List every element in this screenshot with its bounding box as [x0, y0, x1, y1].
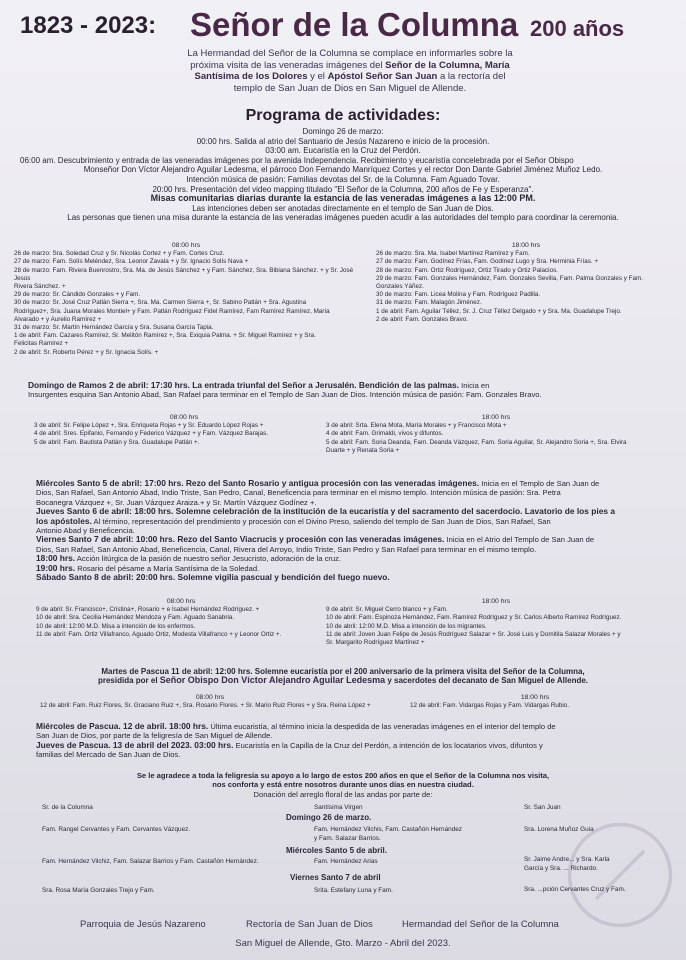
footer-parish: Parroquia de Jesús Nazareno: [80, 919, 206, 930]
time-header: 08:00 hrs: [166, 598, 196, 605]
thanks-line: Donación del arreglo floral de las andas por parte de:: [253, 789, 433, 799]
masses-evening-1: [376, 242, 676, 324]
time-header: 08:00 hrs: [169, 414, 199, 421]
mass-entry: 31 de marzo: Sr. Martín Hernández García y Sra. Susana García Tapia.: [14, 324, 214, 332]
palm-sunday: [28, 381, 658, 400]
title-anniversary: 200 años: [530, 16, 625, 41]
easter-tuesday: [20, 667, 666, 686]
masses-morning-1: [14, 242, 358, 357]
footer-rectory: Rectoría de San Juan de Dios: [246, 919, 373, 930]
holy-line: Antonio Abad y Beneficencia.: [36, 526, 135, 536]
holy-line: Dios, San Rafael, San Antonio Abad, Beneficencia, Canal, Rivera del Arroyo, Indio Triste, San Pedro y San Rafael para terminar en el mismo templo.: [36, 544, 537, 554]
program-schedule: [20, 127, 666, 223]
mass-entry: Gonzales Yáñez.: [376, 283, 424, 291]
mass-entry: Sr. Margarito Rodríguez Martínez +: [326, 639, 425, 647]
thanks-line: nos conforta y está entre nosotros durante unos días en nuestra ciudad.: [212, 780, 474, 790]
time-header: 18:00 hrs: [520, 694, 550, 701]
masses-morning-2: [34, 414, 334, 447]
thanks-note: [40, 771, 646, 799]
closing-line: familias del Mercado de San Juan de Dios.: [36, 750, 181, 760]
mass-entry: 26 de marzo: Sra. Soledad Cruz y Sr. Nicolás Cortez + y Fam. Cortes Cruz.: [14, 250, 225, 258]
donor-col-header: Sr. de la Columna: [42, 804, 93, 811]
mass-entry: Rivera Sánchez. +: [14, 283, 66, 291]
time-header: 18:00 hrs: [511, 242, 541, 249]
donor-entry: Sra. ...pción Cervantes Cruz y Fam.: [524, 886, 626, 893]
donor-date: Viernes Santo 7 de abril: [290, 873, 381, 882]
holy-line: 18:00 hrs. Acción litúrgica de la pasión de nuestro señor Jesucristo, adoración de la cruz.: [36, 553, 342, 564]
donor-entry: Fam. Hernández Arias: [314, 858, 378, 865]
program-line: 20:00 hrs. Presentación del video mapping titulado "El Señor de la Columna, 200 años de Fe y Esperanza".: [152, 184, 534, 194]
holy-line: Dios, San Rafael, San Antonio Abad, Indio Triste, San Pedro, Canal, Beneficencia para terminar en el mismo templo. Intención música de pasión: Sra. Petra: [36, 488, 561, 498]
mass-entry: Rodríguez+, Sra. Juana Morales Montiel+ y Fam. Patlán Rodríguez Fidel Ramírez, Fam Ramírez Ramírez, María: [14, 307, 330, 315]
mass-entry: Alvarado + y Aurelio Ramírez +: [14, 315, 102, 323]
palm-sunday-line: Insurgentes esquina San Antonio Abad, San Rafael para terminar en el Templo de San Juan de Dios. Intención música de pasión: Fam. Gonzales Bravo.: [28, 390, 542, 400]
mass-entry: 3 de abril: Srta. Elena Mota, María Morales + y Francisco Mota +: [326, 422, 507, 430]
mass-entry: 11 de abril: Fam. Ortiz Villafranco, Aguado Ortiz, Modesta Villafranco + y Leonor Ortiz +.: [36, 630, 282, 638]
intro-line: Santísima de los Dolores y el Apóstol Señor San Juan a la rectoría del: [194, 71, 506, 82]
closing-line: Miércoles de Pascua. 12 de abril. 18:00 hrs. Última eucaristía, al término inicia la despedida de las veneradas imágenes en el interior del templo de: [36, 721, 556, 731]
mass-entry: 4 de abril: Sres. Epifanio, Fernando y Federico Vázquez + y Fam. Vázquez Barajas.: [34, 430, 268, 438]
mass-entry: 4 de abril: Fam. Grimaldi, vivos y difuntos.: [326, 430, 444, 438]
holy-line: Viernes Santo 7 de abril: 10:00 hrs. Rezo del Santo Viacrucis y procesión con las veneradas imágenes. Inicia en el Atrio del Templo de San Juan de: [36, 534, 595, 545]
donor-entry: Sr. Jaime Andre... y Sra. Karla García y Sra. ... Richardo.: [524, 856, 610, 872]
thanks-line: Se le agradece a toda la feligresía su apoyo a lo largo de estos 200 años en que el Señor de la Columna nos visita,: [136, 771, 550, 780]
mass-entry: Felicitas Ramírez +: [14, 340, 69, 348]
program-line: Misas comunitarias diarias durante la estancia de las veneradas imágenes a las 12:00 PM.: [150, 193, 536, 204]
program-line: Intención música de pasión: Familias devotas del Sr. de la Columna. Fam Aguado Tovar.: [186, 174, 500, 184]
mass-entry: 31 de marzo: Fam. Malagón Jiménez.: [376, 299, 482, 307]
mass-entry: 10 de abril: 12:00 M.D. Misa a intención de los enfermos.: [36, 622, 196, 630]
mass-entry: Duarte + y Renata Soria +: [326, 446, 400, 454]
mass-entry: 27 de marzo: Fam. Godínez Frías, Fam. Godínez Lugo y Sra. Herminia Frías. +: [376, 258, 599, 266]
mass-entry: 12 de abril: Fam. Ruiz Flores, Sr. Graciano Ruiz +, Sra. Rosario Flores. + Sr. Mario Ruiz Flores + y Sra. Reina López +: [40, 702, 371, 710]
donor-entry: Fam. Hernández Vilchiz, Fam. Salazar Barrios y Fam. Castañón Hernández.: [42, 858, 259, 865]
mass-entry: 2 de abril: Fam. Gonzales Bravo.: [376, 315, 469, 323]
mass-entry: 27 de marzo: Fam. Solís Meléndez, Sra. Leonor Zavala + y Sr. Ignacio Solís Nava +: [14, 258, 249, 266]
mass-entry: 5 de abril: Fam. Bautista Patlán y Sra. Guadalupe Patlán +.: [34, 438, 200, 446]
mass-entry: 12 de abril: Fam. Vidargas Rojas y Fam. Vidargas Rubio.: [410, 702, 570, 710]
closing-events: [36, 722, 656, 760]
easter-line: presidida por el Señor Obispo Don Víctor Alejandro Aguilar Ledesma y sacerdotes del decanato de San Miguel de Allende.: [97, 675, 589, 686]
holy-line: los apóstoles. Al término, representación del prendimiento y procesión con el Divino Preso, saliendo del templo de San Juan de Dios, San Rafael, San: [36, 515, 551, 526]
mass-entry: 1 de abril: Fam. Cazares Ramírez, Sr. Melitón Ramírez +, Sra. Exiquia Palma. + Sr. Miguel Ramírez + y Sra.: [14, 332, 316, 340]
title-years: 1823 - 2023:: [20, 12, 157, 39]
donor-entry: Fam. Hernández Vilchis, Fam. Castañón Hernández y Fam. Salazar Barrios.: [314, 826, 463, 842]
masses-morning-4: [40, 694, 380, 710]
watermark-icon: [560, 815, 680, 935]
donor-date: Domingo 26 de marzo.: [286, 813, 372, 822]
mass-entry: 2 de abril: Sr. Roberto Pérez + y Sr. Ignacia Solís. +: [14, 348, 159, 356]
holy-line: Jueves Santo 6 de abril: 18:00 hrs. Solemne celebración de la institución de la eucaristía y del sacramento del sacerdocio. Lavatorio de los pies a: [36, 506, 616, 517]
masses-morning-3: [36, 598, 326, 639]
mass-entry: 9 de abril: Sr. Francisco+, Cristina+, Rosario + e Isabel Hernández Rodríguez. +: [36, 606, 260, 614]
donor-date: Miércoles Santo 5 de abril.: [286, 846, 387, 855]
program-line: 06:00 am. Descubrimiento y entrada de las veneradas imágenes por la avenida Independencia. Recibimiento y eucaristía concelebrada por el Señor Obispo: [20, 155, 574, 165]
mass-entry: 30 de marzo: Sr. José Cruz Patlán Sierra +, Sra. Ma. Carmen Sierra +, Sr. Sabino Patlán + Sra. Agustina: [14, 299, 307, 307]
easter-line: Martes de Pascua 11 de abril: 12:00 hrs. Solemne eucaristía por el 200 aniversario de la primera visita del Señor de la Columna,: [101, 667, 585, 676]
donor-entry: Sra. Rosa María Gonzales Trejo y Fam.: [42, 887, 155, 894]
closing-line: San Juan de Dios, por parte de la feligresía de San Miguel de Allende.: [36, 731, 273, 741]
mass-entry: 28 de marzo: Fam. Ortiz Rodríguez, Ortiz Tirado y Ortiz Palacios.: [376, 266, 558, 274]
mass-entry: 28 de marzo: Fam. Rivera Buenrostro, Sra. Ma. de Jesús Sánchez + y Fam. Sánchez, Sra. Bibiana Sánchez. + y Sr. José Jesús: [14, 266, 354, 282]
palm-sunday-line: Domingo de Ramos 2 de abril: 17:30 hrs. La entrada triunfal del Señor a Jerusalén. Bendición de las palmas. Inicia en: [28, 380, 490, 390]
program-line: Domingo 26 de marzo:: [302, 127, 384, 136]
donor-col-header: Santísima Virgen: [314, 804, 363, 811]
footer-brotherhood: Hermandad del Señor de la Columna: [402, 919, 559, 930]
program-heading: Programa de actividades:: [245, 107, 441, 124]
donor-col-header: Sr. San Juan: [524, 804, 561, 811]
program-line: Las intenciones deben ser anotadas directamente en el templo de San Juan de Dios.: [192, 203, 494, 213]
masses-evening-4: [410, 694, 660, 710]
holy-line: 19:00 hrs. Rosario del pésame a María Santísima de la Soledad.: [36, 562, 260, 573]
masses-evening-3: [326, 598, 666, 647]
title-main: Señor de la Columna: [190, 6, 519, 43]
flyer-title: [0, 6, 686, 48]
intro-line: La Hermandad del Señor de la Columna se complace en informarles sobre la: [187, 48, 513, 59]
mass-entry: 29 de marzo: Fam. Gonzales Hernández, Fam. Gonzales Sevilla, Fam. Palma Gonzales y Fam.: [376, 274, 644, 282]
footer-place-date: San Miguel de Allende, Gto. Marzo - Abril del 2023.: [235, 938, 451, 949]
holy-week: [36, 479, 650, 582]
mass-entry: 11 de abril: Joven Juan Felipe de Jesús Rodríguez Salazar + Sr. José Luis y Domitila Salazar Morales + y: [326, 630, 621, 638]
mass-entry: 10 de abril: Fam. Espinoza Hernández, Fam. Ramírez Rodríguez y Sr. Carlos Alberto Ramírez Rodríguez.: [326, 614, 622, 622]
mass-entry: 9 de abril: Sr. Miguel Cerro blanco + y Fam.: [326, 606, 448, 614]
masses-evening-2: [326, 414, 666, 455]
mass-entry: 29 de marzo: Sr. Cándido Gonzales + y Fam.: [14, 291, 141, 299]
holy-line: Bocanegra Vázquez +, Sr. Juan Vázquez Araiza.+ y Sr. Martín Vázquez Godínez +.: [36, 497, 317, 507]
time-header: 08:00 hrs: [171, 242, 201, 249]
time-header: 18:00 hrs: [481, 598, 511, 605]
donor-entry: Srita. Estefany Luna y Fam.: [314, 887, 393, 894]
intro-paragraph: [150, 48, 550, 94]
closing-line: Jueves de Pascua. 13 de abril del 2023. 03:00 hrs. Eucaristía en la Capilla de la Cruz del Perdón, a intención de los locatarios vivos, difuntos y: [36, 739, 543, 750]
donor-entry: Sra. Lorena Muñoz Guia: [524, 826, 594, 833]
mass-entry: 26 de marzo: Sra. Ma. Isabel Martínez Ramírez y Fam.: [376, 250, 530, 258]
holy-line: Sábado Santo 8 de abril: 20:00 hrs. Solemne vigilia pascual y bendición del fuego nuevo.: [36, 572, 390, 583]
mass-entry: 30 de marzo: Fam. Licea Molina y Fam. Rodríguez Padilla.: [376, 291, 541, 299]
holy-line: Miércoles Santo 5 de abril: 17:00 hrs. Rezo del Santo Rosario y antigua procesión con las veneradas imágenes. Inicia en el Templo de San Juan de: [36, 478, 600, 488]
program-line: Las personas que tienen una misa durante la estancia de las veneradas imágenes pueden acudir a las autoridades del templo para coordinar la ceremonia.: [67, 213, 619, 223]
program-line: Monseñor Don Víctor Alejandro Aguilar Ledesma, el párroco Don Fernando Manríquez Cortes y el rector Don Dante Gabriel Jiménez Muñoz Ledo.: [83, 165, 603, 175]
time-header: 08:00 hrs: [195, 694, 225, 701]
mass-entry: 3 de abril: Sr. Felipe López +, Sra. Enriqueta Rojas + y Sr. Eduardo López Rojas +: [34, 422, 264, 430]
donor-entry: Fam. Rangel Cervantes y Fam. Cervantes Vázquez.: [42, 826, 191, 833]
time-header: 18:00 hrs: [481, 414, 511, 421]
program-line: 00:00 hrs. Salida al atrio del Santuario de Jesús Nazareno e inicio de la procesión.: [196, 136, 490, 146]
mass-entry: 5 de abril: Fam. Soria Deanda, Fam. Deanda Vázquez, Fam. Soria Aguilar, Sr. Alejandro Soria +, Sra. Elvira: [326, 438, 627, 446]
program-line: 03:00 am. Eucaristía en la Cruz del Perdón.: [265, 146, 421, 156]
mass-entry: 10 de abril: 12:00 M.D. Misa a intención de los migrantes.: [326, 622, 487, 630]
mass-entry: 10 de abril: Sra. Cecilia Hernández Mendoza y Fam. Aguado Sanabria.: [36, 614, 235, 622]
intro-line: próxima visita de las veneradas imágenes del Señor de la Columna, María: [190, 59, 510, 71]
mass-entry: 1 de abril: Fam. Aguilar Téllez, Sr. J. Cruz Téllez Delgado + y Sra. Ma. Guadalupe Trejo.: [376, 307, 622, 315]
intro-line: templo de San Juan de Dios en San Miguel de Allende.: [233, 82, 467, 94]
